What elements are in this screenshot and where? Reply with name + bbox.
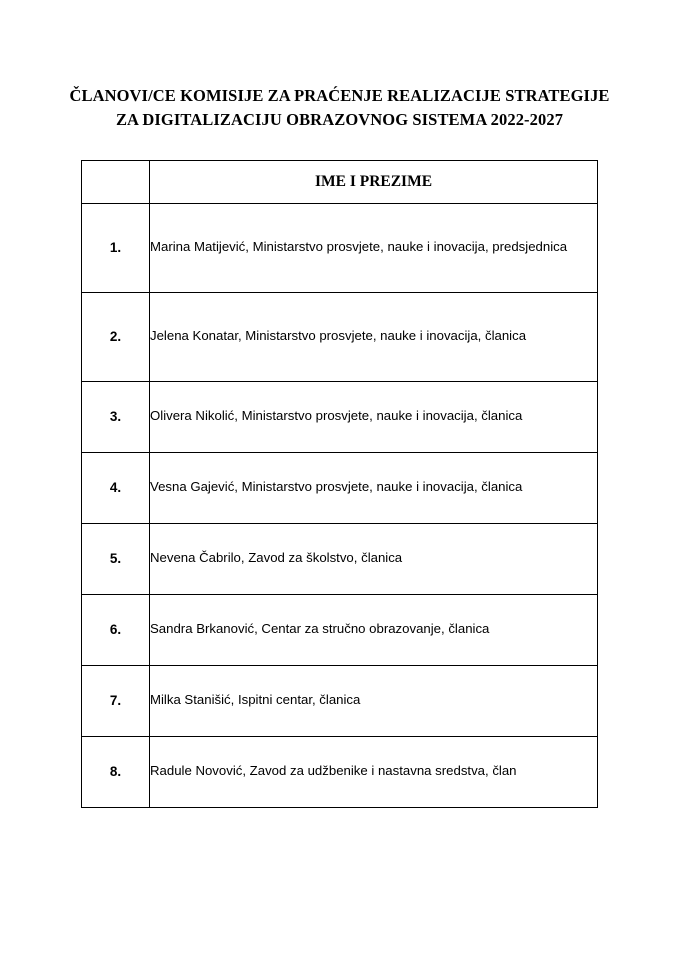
table-row <box>82 523 598 594</box>
row-member-name: Radule Novović, Zavod za udžbenike i nastavna sredstva, član <box>150 736 598 807</box>
row-member-name: Jelena Konatar, Ministarstvo prosvjete, nauke i inovacija, članica <box>150 292 598 381</box>
row-number: 7. <box>82 665 150 736</box>
members-table <box>81 160 598 808</box>
table-row <box>82 594 598 665</box>
table-body <box>82 203 598 807</box>
members-table-container <box>0 132 679 808</box>
table-header-row <box>82 160 598 203</box>
row-member-name: Olivera Nikolić, Ministarstvo prosvjete, nauke i inovacija, članica <box>150 381 598 452</box>
row-number: 2. <box>82 292 150 381</box>
row-member-name: Vesna Gajević, Ministarstvo prosvjete, nauke i inovacija, članica <box>150 452 598 523</box>
page-title-line-2: ZA DIGITALIZACIJU OBRAZOVNOG SISTEMA 2022-2027 <box>115 109 564 129</box>
row-number: 4. <box>82 452 150 523</box>
row-number: 3. <box>82 381 150 452</box>
table-row <box>82 292 598 381</box>
row-number: 5. <box>82 523 150 594</box>
row-number: 1. <box>82 203 150 292</box>
row-member-name: Marina Matijević, Ministarstvo prosvjete, nauke i inovacija, predsjednica <box>150 203 598 292</box>
table-row <box>82 665 598 736</box>
page-title-line-1: ČLANOVI/CE KOMISIJE ZA PRAĆENJE REALIZACIJE STRATEGIJE <box>69 86 610 105</box>
table-row <box>82 452 598 523</box>
row-number: 8. <box>82 736 150 807</box>
table-row <box>82 736 598 807</box>
column-header-number <box>82 160 150 203</box>
table-header <box>82 160 598 203</box>
row-member-name: Milka Stanišić, Ispitni centar, članica <box>150 665 598 736</box>
row-member-name: Nevena Čabrilo, Zavod za školstvo, članica <box>150 523 598 594</box>
column-header-name: IME I PREZIME <box>150 160 598 203</box>
table-row <box>82 203 598 292</box>
table-row <box>82 381 598 452</box>
row-number: 6. <box>82 594 150 665</box>
row-member-name: Sandra Brkanović, Centar za stručno obrazovanje, članica <box>150 594 598 665</box>
page-title <box>0 0 679 132</box>
